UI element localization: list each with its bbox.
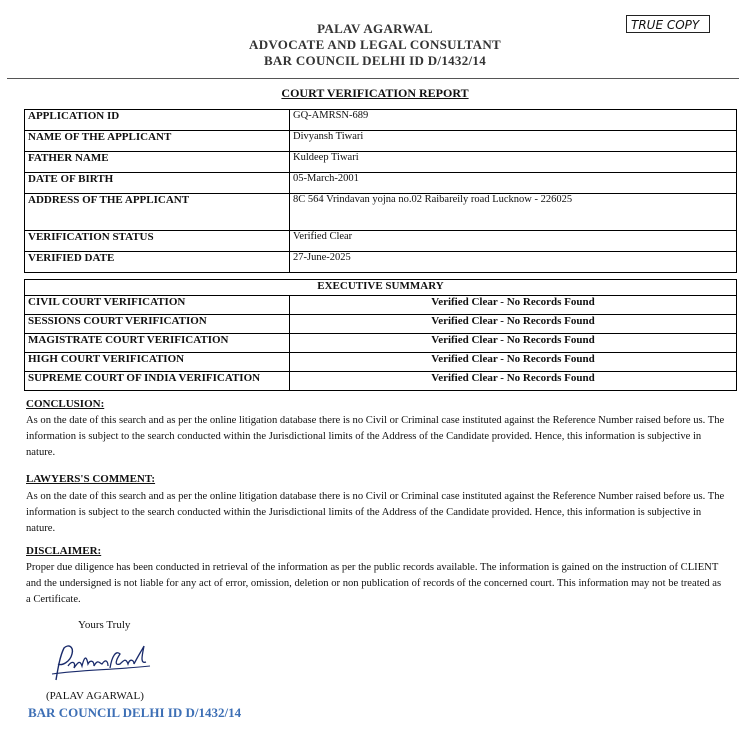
detail-value: 27-June-2025 [290,252,737,273]
summary-label: SESSIONS COURT VERIFICATION [25,315,290,334]
advocate-role: ADVOCATE AND LEGAL CONSULTANT [249,37,501,52]
detail-label: VERIFIED DATE [25,252,290,273]
table-row [25,334,737,353]
table-row [25,110,737,131]
summary-result: Verified Clear - No Records Found [290,353,737,372]
summary-result: Verified Clear - No Records Found [290,334,737,353]
detail-value: Divyansh Tiwari [290,131,737,152]
summary-result: Verified Clear - No Records Found [290,372,737,391]
table-row [25,252,737,273]
table-row [25,152,737,173]
table-row [25,231,737,252]
disclaimer-heading: DISCLAIMER: [26,545,102,557]
handwritten-signature [50,640,156,686]
lawyers-comment-heading: LAWYERS'S COMMENT: [26,473,156,485]
footer-bar-id: BAR COUNCIL DELHI ID D/1432/14 [28,705,242,720]
table-row [25,372,737,391]
true-copy-stamp: TRUE COPY [626,15,710,33]
table-row [25,131,737,152]
detail-label: NAME OF THE APPLICANT [25,131,290,152]
conclusion-heading: CONCLUSION: [26,398,105,410]
summary-label: MAGISTRATE COURT VERIFICATION [25,334,290,353]
conclusion-text: As on the date of this search and as per the online litigation database there is no Civil or Criminal case instituted against the Reference Number raised before us. The information is subject to the search conducted within the Jurisdictional limits of the Address of the Candidate provided. Hence, this information is subjective in nature. [26,415,725,458]
signatory-name: (PALAV AGARWAL) [46,690,144,702]
table-row [25,173,737,194]
applicant-details-table [24,109,737,273]
report-title: COURT VERIFICATION REPORT [281,86,469,100]
detail-label: FATHER NAME [25,152,290,173]
lawyers-comment-text: As on the date of this search and as per the online litigation database there is no Civil or Criminal case instituted against the Reference Number raised before us. The information is subject to the search conducted within the Jurisdictional limits of the Address of the Candidate provided. Hence, this information is subjective in nature. [26,491,725,534]
detail-value: 8C 564 Vrindavan yojna no.02 Raibareily road Lucknow - 226025 [290,194,737,231]
executive-summary-table [24,279,737,391]
detail-label: APPLICATION ID [25,110,290,131]
disclaimer-text: Proper due diligence has been conducted in retrieval of the information as per the public records available. The information is gained on the instruction of CLIENT and the undersigned is not liable for any act of error, omission, deletion or non publication of records of the concerned court. This information may not be treated as a Certificate. [26,562,722,605]
detail-value: Kuldeep Tiwari [290,152,737,173]
advocate-name: PALAV AGARWAL [317,21,433,36]
table-row [25,353,737,372]
detail-value: 05-March-2001 [290,173,737,194]
summary-label: HIGH COURT VERIFICATION [25,353,290,372]
summary-label: SUPREME COURT OF INDIA VERIFICATION [25,372,290,391]
summary-result: Verified Clear - No Records Found [290,315,737,334]
header-divider [7,78,739,79]
detail-label: ADDRESS OF THE APPLICANT [25,194,290,231]
summary-label: CIVIL COURT VERIFICATION [25,296,290,315]
table-row [25,194,737,231]
closing-salutation: Yours Truly [78,619,131,631]
summary-heading: EXECUTIVE SUMMARY [25,280,737,296]
table-row [25,315,737,334]
table-row [25,296,737,315]
detail-label: DATE OF BIRTH [25,173,290,194]
detail-label: VERIFICATION STATUS [25,231,290,252]
detail-value: Verified Clear [290,231,737,252]
summary-result: Verified Clear - No Records Found [290,296,737,315]
header-bar-id: BAR COUNCIL DELHI ID D/1432/14 [263,53,487,68]
table-row [25,280,737,296]
detail-value: GQ-AMRSN-689 [290,110,737,131]
